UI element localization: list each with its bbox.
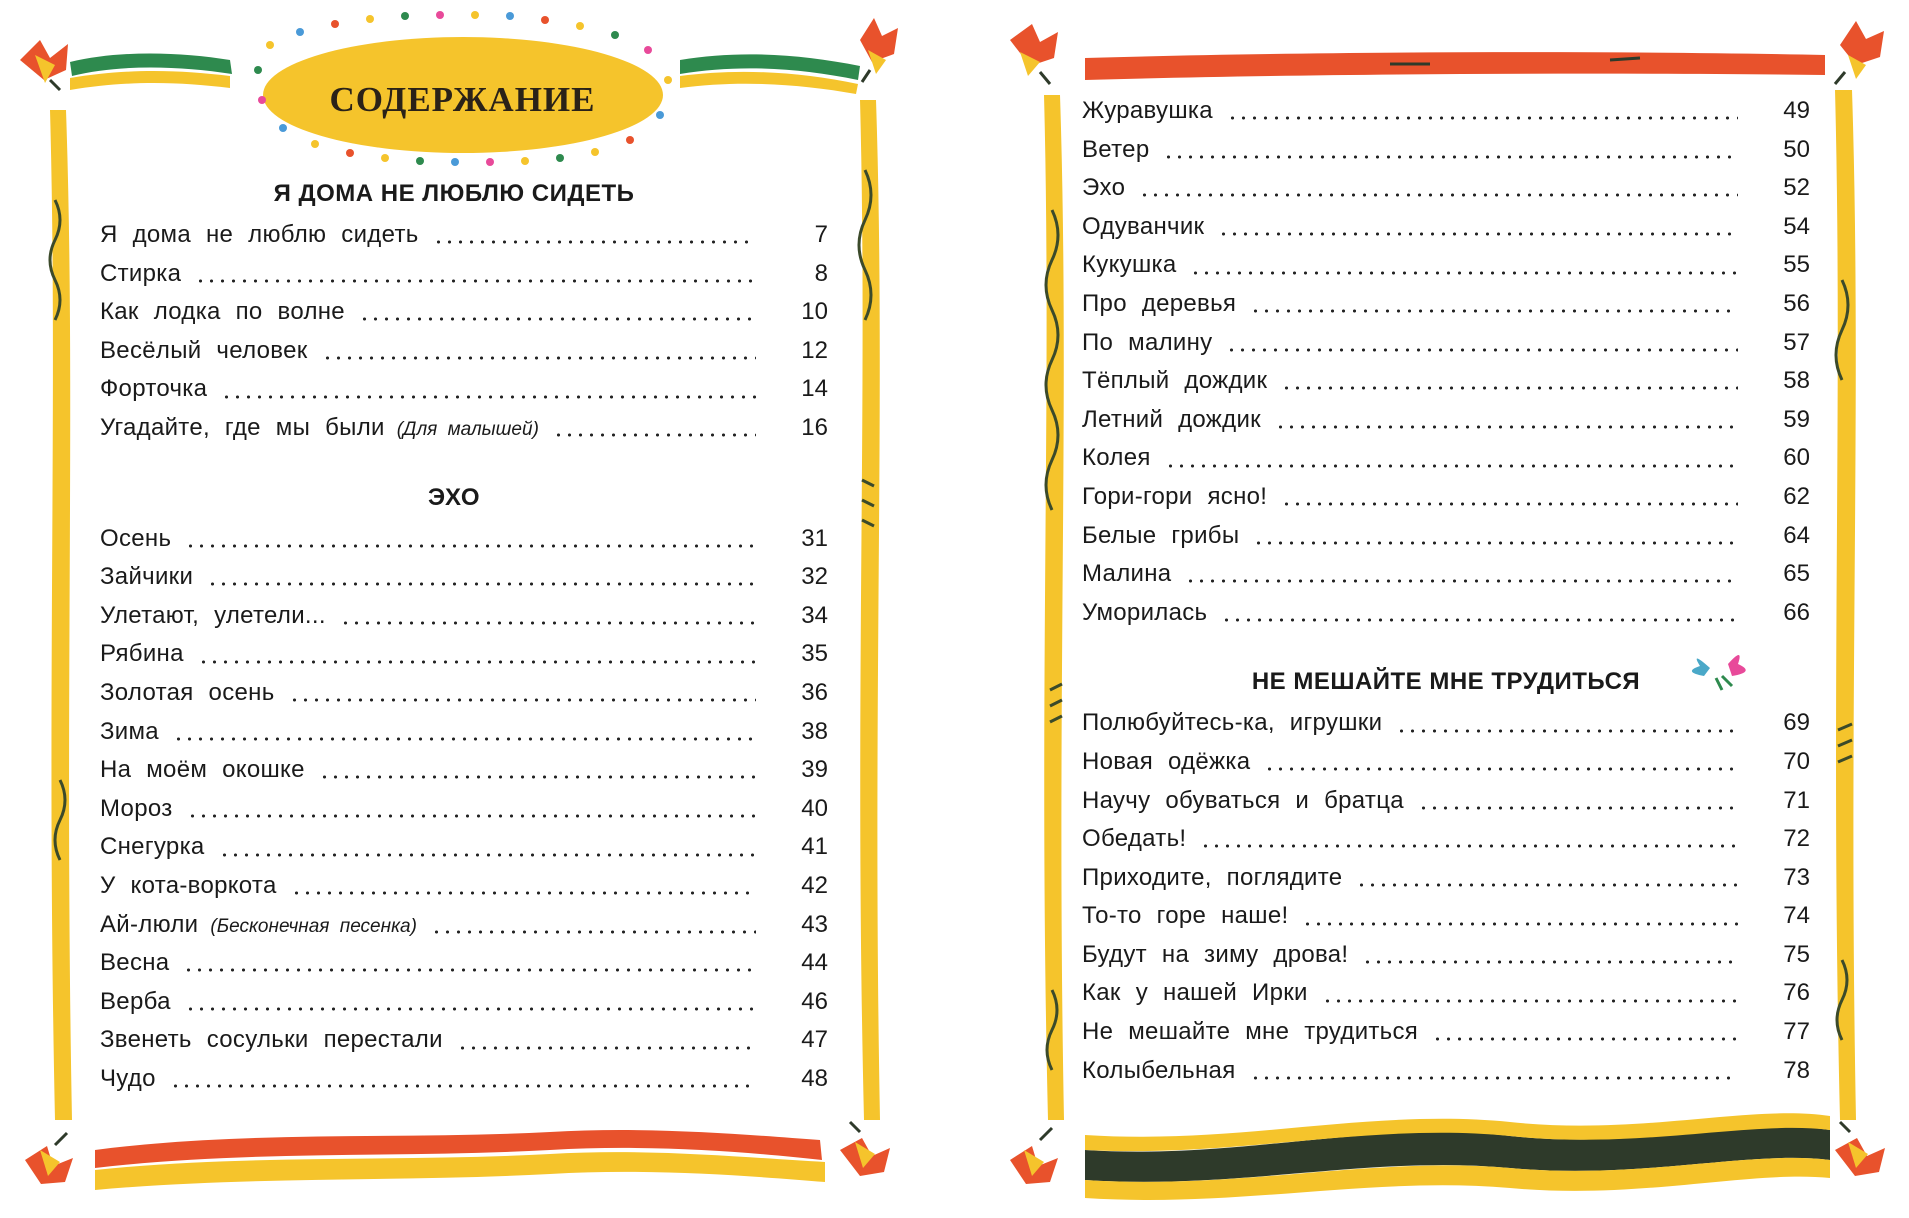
section-heading: ЭХО — [427, 483, 481, 511]
leader-dots — [195, 279, 756, 283]
flower-corner-icon — [1835, 1122, 1885, 1176]
leader-dots — [291, 891, 756, 895]
entry-page: 47 — [801, 1026, 828, 1054]
entry-page: 31 — [801, 524, 828, 552]
entry-title: Как лодка по волне — [100, 298, 345, 326]
entry-title: Уморилась — [1082, 598, 1208, 626]
entry-title: Звенеть сосульки перестали — [100, 1026, 443, 1054]
toc-entry[interactable] — [1082, 517, 1810, 556]
entry-title: Зима — [100, 717, 159, 745]
entry-title: Золотая осень — [100, 678, 275, 706]
entry-title: Осень — [100, 524, 172, 552]
toc-entry[interactable] — [100, 906, 828, 945]
left-page — [0, 0, 930, 1218]
entry-page: 60 — [1783, 444, 1810, 472]
top-left-ribbon — [70, 71, 230, 90]
toc-entry[interactable] — [1082, 782, 1810, 821]
entry-page: 38 — [801, 717, 828, 745]
toc-entry[interactable] — [1082, 743, 1810, 782]
entry-page: 44 — [801, 949, 828, 977]
entry-page: 50 — [1783, 135, 1810, 163]
toc-entry[interactable] — [100, 790, 828, 829]
entry-page: 40 — [801, 794, 828, 822]
entry-page: 35 — [801, 640, 828, 668]
toc-entry[interactable] — [1082, 594, 1810, 633]
leader-dots — [1250, 1076, 1739, 1080]
left-post — [50, 110, 72, 1120]
leader-dots — [1302, 922, 1738, 926]
leader-dots — [1356, 883, 1738, 887]
entry-page: 69 — [1783, 709, 1810, 737]
top-ribbon — [1085, 52, 1825, 80]
toc-entry[interactable] — [100, 409, 828, 448]
entry-title: Приходите, поглядите — [1082, 863, 1343, 891]
entry-title: Снегурка — [100, 833, 205, 861]
title-text: СОДЕРЖАНИЕ — [329, 80, 596, 119]
leader-dots — [1227, 116, 1738, 120]
toc-entry[interactable] — [1082, 936, 1810, 975]
leader-dots — [173, 737, 756, 741]
entry-page: 56 — [1783, 289, 1810, 317]
toc-entry[interactable] — [1082, 246, 1810, 285]
top-right-ribbon — [680, 72, 858, 94]
entry-title: Стирка — [100, 259, 182, 287]
section-heading: НЕ МЕШАЙТЕ МНЕ ТРУДИТЬСЯ — [1251, 668, 1641, 696]
toc-entry[interactable] — [100, 944, 828, 983]
leader-dots — [1264, 767, 1738, 771]
toc-right — [1082, 92, 1810, 1090]
leader-dots — [1250, 309, 1738, 313]
section-gap — [100, 448, 828, 476]
toc-entry[interactable] — [1082, 131, 1810, 170]
leader-dots — [1253, 541, 1738, 545]
leader-dots — [553, 433, 756, 437]
entry-title: Я дома не люблю сидеть — [100, 221, 419, 248]
entry-title: Гори-гори ясно! — [1082, 482, 1268, 510]
toc-entry[interactable] — [1082, 555, 1810, 594]
entry-page: 41 — [801, 833, 828, 861]
entry-note: (Бесконечная песенка) — [210, 915, 417, 937]
entry-title: Малина — [1082, 560, 1172, 588]
leader-dots — [183, 968, 756, 972]
entry-title: Журавушка — [1082, 97, 1213, 124]
entry-title: У кота-воркота — [100, 871, 277, 899]
entry-page: 58 — [1783, 367, 1810, 395]
entry-title: Улетают, улетели... — [100, 601, 326, 629]
entry-title: Весна — [100, 949, 170, 977]
entry-title: Летний дождик — [1082, 405, 1261, 433]
entry-page: 7 — [814, 221, 828, 248]
entry-title: То-то горе наше! — [1082, 902, 1289, 930]
leader-dots — [1281, 502, 1738, 506]
entry-title: Ай-люли — [100, 910, 199, 938]
toc-entry[interactable] — [100, 1060, 828, 1099]
entry-page: 12 — [801, 336, 828, 364]
entry-page: 8 — [814, 259, 828, 287]
leader-dots — [1190, 271, 1738, 275]
entry-page: 52 — [1783, 174, 1810, 202]
leader-dots — [219, 853, 756, 857]
toc-entry[interactable] — [100, 255, 828, 294]
flower-corner-icon — [1835, 21, 1884, 84]
entry-title: Чудо — [100, 1064, 156, 1092]
leader-dots — [340, 621, 756, 625]
toc-entry[interactable] — [1082, 859, 1810, 898]
toc-entry[interactable] — [100, 828, 828, 867]
toc-entry[interactable] — [1082, 820, 1810, 859]
entry-page: 34 — [801, 601, 828, 629]
leader-dots — [198, 660, 756, 664]
entry-page: 64 — [1783, 521, 1810, 549]
toc-entry[interactable] — [1082, 974, 1810, 1013]
leader-dots — [187, 814, 756, 818]
toc-entry[interactable] — [100, 597, 828, 636]
flower-corner-icon — [1010, 1128, 1058, 1184]
leader-dots — [1281, 386, 1738, 390]
leader-dots — [1362, 960, 1738, 964]
toc-entry[interactable] — [100, 216, 828, 255]
entry-page: 14 — [801, 375, 828, 403]
entry-page: 75 — [1783, 940, 1810, 968]
page-title — [255, 40, 670, 160]
leader-dots — [433, 240, 756, 244]
toc-entry[interactable] — [1082, 92, 1810, 131]
entry-page: 62 — [1783, 482, 1810, 510]
entry-title: Зайчики — [100, 563, 194, 591]
entry-page: 55 — [1783, 251, 1810, 279]
entry-title: Колыбельная — [1082, 1056, 1236, 1084]
right-post — [860, 100, 880, 1120]
toc-entry[interactable] — [100, 713, 828, 752]
toc-entry[interactable] — [100, 520, 828, 559]
entry-page: 73 — [1783, 863, 1810, 891]
entry-page: 36 — [801, 678, 828, 706]
flower-corner-icon — [860, 18, 898, 82]
leader-dots — [1275, 425, 1738, 429]
toc-entry[interactable] — [100, 635, 828, 674]
entry-page: 65 — [1783, 560, 1810, 588]
entry-title: Научу обуваться и братца — [1082, 786, 1404, 814]
leader-dots — [431, 930, 756, 934]
entry-title: Как у нашей Ирки — [1082, 979, 1308, 1007]
toc-entry[interactable] — [1082, 439, 1810, 478]
leader-dots — [322, 356, 756, 360]
flower-corner-icon — [1010, 24, 1058, 84]
leader-dots — [1218, 232, 1738, 236]
flower-corner-icon — [25, 1133, 73, 1184]
right-page — [990, 0, 1909, 1218]
entry-title: Кукушка — [1082, 251, 1177, 279]
section-gap — [1082, 632, 1810, 660]
entry-page: 66 — [1783, 598, 1810, 626]
toc-entry[interactable] — [100, 1021, 828, 1060]
toc-entry[interactable] — [100, 370, 828, 409]
toc-entry[interactable] — [100, 751, 828, 790]
entry-page: 54 — [1783, 212, 1810, 240]
entry-title: Тёплый дождик — [1082, 367, 1268, 395]
entry-note: (Для малышей) — [396, 418, 539, 440]
leader-dots — [1396, 729, 1738, 733]
flower-corner-icon — [840, 1122, 890, 1176]
leader-dots — [457, 1046, 756, 1050]
entry-page: 76 — [1783, 979, 1810, 1007]
leader-dots — [185, 544, 756, 548]
entry-title: Рябина — [100, 640, 184, 668]
entry-title: Обедать! — [1082, 825, 1187, 853]
toc-entry[interactable] — [1082, 169, 1810, 208]
leader-dots — [1165, 464, 1738, 468]
entry-title: На моём окошке — [100, 756, 305, 784]
leader-dots — [1139, 193, 1738, 197]
leader-dots — [1185, 579, 1738, 583]
entry-page: 43 — [801, 910, 828, 938]
leader-dots — [221, 395, 756, 399]
entry-title: Эхо — [1082, 174, 1126, 202]
entry-title: Не мешайте мне трудиться — [1082, 1018, 1419, 1046]
entry-title: Ветер — [1082, 135, 1150, 163]
entry-page: 32 — [801, 563, 828, 591]
leader-dots — [1322, 999, 1738, 1003]
leader-dots — [1432, 1037, 1738, 1041]
entry-title: Новая одёжка — [1082, 747, 1251, 775]
entry-title: Полюбуйтесь-ка, игрушки — [1082, 709, 1383, 737]
toc-entry[interactable] — [1082, 704, 1810, 743]
leader-dots — [1163, 155, 1738, 159]
entry-page: 16 — [801, 413, 828, 441]
entry-page: 57 — [1783, 328, 1810, 356]
leader-dots — [319, 775, 756, 779]
toc-entry[interactable] — [1082, 1013, 1810, 1052]
entry-page: 42 — [801, 871, 828, 899]
toc-entry[interactable] — [1082, 478, 1810, 517]
entry-title: Форточка — [100, 375, 208, 403]
toc-entry[interactable] — [1082, 401, 1810, 440]
entry-page: 72 — [1783, 825, 1810, 853]
toc-entry[interactable] — [1082, 324, 1810, 363]
leader-dots — [1221, 618, 1738, 622]
left-post — [1044, 95, 1064, 1120]
leader-dots — [1418, 806, 1738, 810]
leader-dots — [170, 1084, 756, 1088]
toc-entry[interactable] — [1082, 1052, 1810, 1091]
entry-page: 74 — [1783, 902, 1810, 930]
leader-dots — [1226, 348, 1738, 352]
toc-entry[interactable] — [100, 293, 828, 332]
entry-title: Верба — [100, 987, 171, 1015]
entry-page: 77 — [1783, 1018, 1810, 1046]
entry-title: Будут на зиму дрова! — [1082, 940, 1349, 968]
entry-page: 10 — [801, 298, 828, 326]
entry-page: 48 — [801, 1064, 828, 1092]
leader-dots — [1200, 844, 1738, 848]
toc-entry[interactable] — [100, 558, 828, 597]
toc-entry[interactable] — [100, 983, 828, 1022]
leader-dots — [289, 698, 757, 702]
entry-page: 59 — [1783, 405, 1810, 433]
entry-title: Одуванчик — [1082, 212, 1205, 240]
toc-entry[interactable] — [1082, 362, 1810, 401]
toc-entry[interactable] — [1082, 208, 1810, 247]
entry-page: 49 — [1783, 97, 1810, 124]
entry-page: 39 — [801, 756, 828, 784]
toc-entry[interactable] — [1082, 897, 1810, 936]
entry-title: Весёлый человек — [100, 336, 308, 364]
entry-title: Белые грибы — [1082, 521, 1240, 549]
entry-page: 46 — [801, 987, 828, 1015]
entry-title: Мороз — [100, 794, 173, 822]
entry-page: 71 — [1783, 786, 1810, 814]
leader-dots — [359, 317, 756, 321]
flower-corner-icon — [20, 40, 68, 90]
entry-title: Колея — [1082, 444, 1151, 472]
leader-dots — [207, 582, 756, 586]
toc-entry[interactable] — [1082, 285, 1810, 324]
entry-title: Угадайте, где мы были — [100, 413, 385, 441]
entry-page: 70 — [1783, 747, 1810, 775]
toc-entry[interactable] — [100, 867, 828, 906]
entry-page: 78 — [1783, 1056, 1810, 1084]
entry-title: По малину — [1082, 328, 1213, 356]
toc-entry[interactable] — [100, 674, 828, 713]
leader-dots — [185, 1007, 756, 1011]
section-heading: Я ДОМА НЕ ЛЮБЛЮ СИДЕТЬ — [273, 180, 635, 207]
entry-title: Про деревья — [1082, 289, 1237, 317]
toc-left — [100, 172, 828, 1098]
toc-entry[interactable] — [100, 332, 828, 371]
